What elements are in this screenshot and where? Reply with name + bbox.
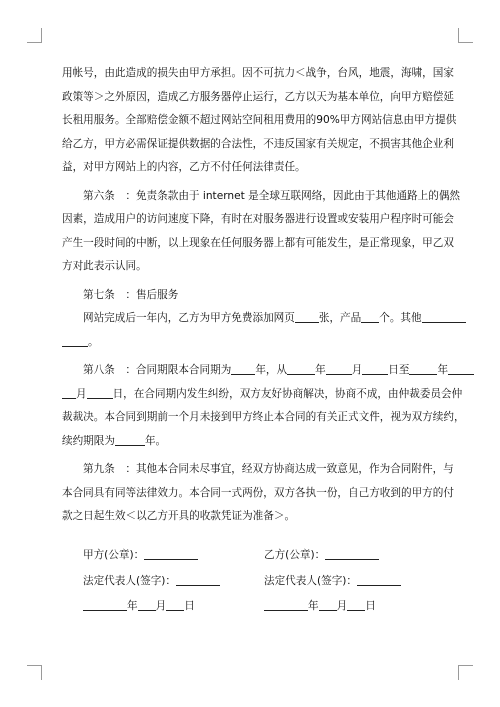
party-a-seal: 甲方(公章)： (83, 547, 198, 563)
article-8-line: 月 日，在合同期内发生纠纷，双方友好协商解决，协商不成，由仲裁委员会仲 (62, 383, 442, 407)
article-9-line: 本合同具有同等法律效力。本合同一式两份，双方各执一份，自己方收到的甲方的付 (62, 486, 454, 499)
clause-continuation-line: 益，对甲方网站上的内容，乙方不付任何法律责任。 (62, 161, 306, 173)
blank-start-day[interactable] (362, 362, 388, 375)
blank-end-month-cont[interactable] (62, 386, 76, 399)
blank-renewal-years[interactable] (115, 433, 145, 446)
article-9-line: 款之日起生效＜以乙方开具的收款凭证为准备＞。 (62, 510, 296, 522)
article-6-line: 方对此表示认同。 (62, 260, 147, 272)
article-7-title: 第七条 ：售后服务 (83, 288, 179, 301)
blank-start-year[interactable] (287, 362, 315, 375)
article-8-line: 裁裁决。本合同到期前一个月未接到甲方终止本合同的有关正式文件，视为双方续约， (62, 411, 465, 423)
clause-continuation-line: 政策等＞之外原因，造成乙方服务器停止运行，乙方以天为基本单位，向甲方赔偿延 (62, 90, 454, 103)
blank-products-field[interactable] (361, 310, 379, 323)
party-a-day-field[interactable] (166, 598, 184, 611)
party-b-legal-rep-field[interactable] (357, 573, 401, 586)
blank-pages-field[interactable] (295, 310, 319, 323)
party-b-seal-field[interactable] (325, 547, 379, 560)
article-8-line: 第八条 ：合同期限本合同期为 年，从 年 月 日至 年 (62, 359, 442, 383)
blank-term-years[interactable] (231, 362, 255, 375)
corner-mark-top-right (458, 28, 473, 43)
article-6-line: 因素，造成用户的访问速度下降，有时在对服务器进行设置或安装用户程序时可能会 (62, 213, 454, 225)
blank-end-year[interactable] (409, 362, 437, 375)
party-b-legal-rep: 法定代表人(签字)： (264, 573, 401, 589)
article-8-line: 续约期限为 年。 (62, 434, 167, 447)
party-b-seal: 乙方(公章)： (264, 547, 379, 563)
blank-end-day[interactable] (87, 386, 113, 399)
clause-continuation-line: 用帐号，由此造成的损失由甲方承担。因不可抗力＜战争，台风，地震，海啸，国家 (62, 67, 454, 79)
corner-mark-bottom-left (27, 665, 42, 680)
party-a-year-field[interactable] (83, 598, 127, 611)
contract-body (62, 62, 465, 529)
article-6-line: 产生一段时间的中断，以上现象在任何服务器上都有可能发生，是正常现象，甲乙双 (62, 236, 454, 249)
blank-start-month[interactable] (326, 362, 352, 375)
party-a-date: 年 月 日 (83, 598, 195, 614)
article-7-line: 。 (62, 331, 442, 355)
party-b-year-field[interactable] (264, 598, 308, 611)
corner-mark-bottom-right (458, 665, 473, 680)
corner-mark-top-left (27, 28, 42, 43)
article-6-line: 第六条 ：免责条款由于 internet 是全球互联网络，因此由于其他通路上的偶然 (83, 189, 461, 202)
party-b-date: 年 月 日 (264, 598, 376, 614)
party-a-month-field[interactable] (138, 598, 156, 611)
article-7-line: 网站完成后一年内，乙方为甲方免费添加网页 张，产品 个。其他 (62, 307, 442, 331)
blank-other-field-cont[interactable] (62, 334, 88, 347)
blank-other-field[interactable] (422, 310, 466, 323)
clause-continuation-line: 给乙方，甲方必需保证提供数据的合法性，不违反国家有关规定，不损害其他企业利 (62, 137, 454, 150)
party-b-month-field[interactable] (319, 598, 337, 611)
clause-continuation-line: 长租用服务。全部赔偿金额不超过网站空间租用费用的90%甲方网站信息由甲方提供 (62, 114, 457, 126)
article-9-line: 第九条 ：其他本合同未尽事宜，经双方协商达成一致意见，作为合同附件，与 (83, 463, 454, 475)
party-a-legal-rep-field[interactable] (176, 573, 220, 586)
party-a-legal-rep: 法定代表人(签字)： (83, 573, 220, 589)
party-a-seal-field[interactable] (144, 547, 198, 560)
party-b-day-field[interactable] (347, 598, 365, 611)
blank-end-month[interactable] (448, 362, 474, 375)
